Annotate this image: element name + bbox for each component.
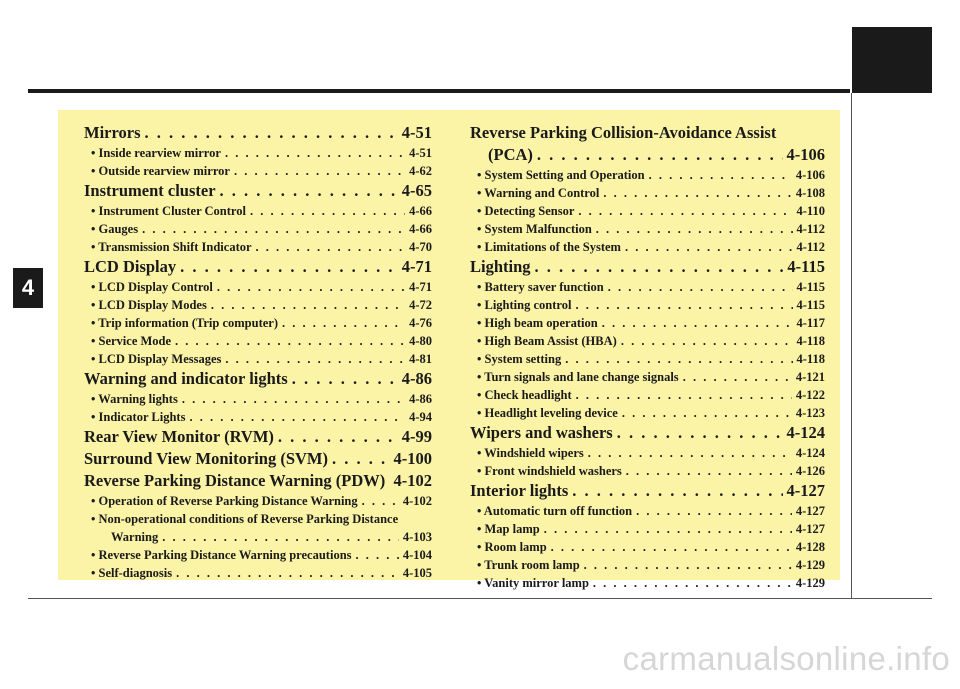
section-title: LCD Display (84, 257, 177, 276)
dot-leader (362, 492, 399, 510)
right-divider (851, 93, 852, 598)
page-number: 4-124 (786, 423, 825, 442)
subsection-title: • Vanity mirror lamp (477, 576, 589, 590)
subsection-item[interactable] (84, 144, 432, 162)
subsection-title: • Front windshield washers (477, 464, 622, 478)
section-title: Warning and indicator lights (84, 369, 288, 388)
subsection-item[interactable] (84, 390, 432, 408)
dot-leader (565, 350, 792, 368)
subsection-item[interactable] (470, 502, 825, 520)
dot-leader (617, 422, 783, 444)
subsection-title: • Map lamp (477, 522, 540, 536)
page-number: 4-115 (796, 298, 825, 312)
subsection-item-continued[interactable] (84, 528, 432, 546)
section-title: (PCA) (488, 145, 533, 164)
dot-leader (332, 448, 389, 470)
subsection-item[interactable] (84, 564, 432, 582)
page-number: 4-129 (795, 576, 825, 590)
dot-leader (683, 368, 792, 386)
page-number: 4-76 (409, 316, 432, 330)
page-number: 4-51 (401, 123, 432, 142)
dot-leader (626, 462, 792, 480)
dot-leader (176, 564, 399, 582)
dot-leader (234, 162, 405, 180)
page-number: 4-65 (401, 181, 432, 200)
subsection-item[interactable] (84, 162, 432, 180)
subsection-title: • System Malfunction (477, 222, 592, 236)
subsection-item[interactable] (470, 350, 825, 368)
dot-leader (211, 296, 405, 314)
subsection-title: • Check headlight (477, 388, 572, 402)
section-title: Surround View Monitoring (SVM) (84, 449, 329, 468)
page-number: 4-117 (796, 316, 825, 330)
subsection-title: • Trunk room lamp (477, 558, 580, 572)
top-rule (28, 89, 850, 93)
subsection-item[interactable] (84, 408, 432, 426)
subsection-item[interactable] (470, 202, 825, 220)
dot-leader (182, 390, 405, 408)
section-title: Reverse Parking Distance Warning (PDW) (84, 471, 386, 490)
subsection-title: • LCD Display Control (91, 280, 213, 294)
subsection-item[interactable] (470, 556, 825, 574)
subsection-item[interactable] (84, 492, 432, 510)
section-heading[interactable] (84, 470, 432, 492)
page-number: 4-103 (402, 530, 432, 544)
subsection-item[interactable] (470, 462, 825, 480)
page-number: 4-94 (409, 410, 432, 424)
dot-leader (175, 332, 405, 350)
subsection-title: • Turn signals and lane change signals (477, 370, 679, 384)
subsection-title: • Instrument Cluster Control (91, 204, 246, 218)
section-heading[interactable] (84, 368, 432, 390)
page-number: 4-104 (402, 548, 432, 562)
section-heading[interactable] (470, 422, 825, 444)
subsection-item[interactable] (84, 278, 432, 296)
dot-leader (588, 444, 792, 462)
subsection-title: • Headlight leveling device (477, 406, 618, 420)
page-number: 4-112 (796, 222, 825, 236)
section-heading[interactable] (470, 256, 825, 278)
subsection-item[interactable] (470, 404, 825, 422)
page-number: 4-99 (401, 427, 432, 446)
subsection-title: • Non-operational conditions of Reverse Parking Distance (91, 512, 399, 526)
page-number: 4-122 (795, 388, 825, 402)
page-number: 4-121 (795, 370, 825, 384)
dot-leader (596, 220, 793, 238)
page-number: 4-72 (409, 298, 432, 312)
page-number: 4-127 (795, 504, 825, 518)
dot-leader (220, 180, 398, 202)
subsection-item[interactable] (470, 220, 825, 238)
subsection-item[interactable] (470, 368, 825, 386)
subsection-item[interactable] (84, 238, 432, 256)
dot-leader (649, 166, 792, 184)
dot-leader (250, 202, 405, 220)
subsection-title: • Operation of Reverse Parking Distance Warning (91, 494, 358, 508)
subsection-title: • Indicator Lights (91, 410, 186, 424)
watermark: carmanualsonline.info (622, 640, 950, 677)
subsection-item[interactable] (84, 332, 432, 350)
section-heading[interactable]: Reverse Parking Collision-Avoidance Assist (470, 123, 777, 142)
dot-leader (145, 122, 398, 144)
subsection-title: • Transmission Shift Indicator (91, 240, 252, 254)
dot-leader (225, 350, 405, 368)
dot-leader (142, 220, 405, 238)
subsection-item[interactable] (470, 314, 825, 332)
page-number: 4-86 (401, 369, 432, 388)
subsection-title: • High beam operation (477, 316, 598, 330)
toc-left-column (84, 122, 432, 582)
section-title: Interior lights (470, 481, 569, 500)
page-number: 4-126 (795, 464, 825, 478)
section-heading[interactable] (84, 426, 432, 448)
page-number: 4-66 (409, 222, 432, 236)
dot-leader (225, 144, 405, 162)
subsection-item[interactable] (470, 574, 825, 592)
page-number: 4-105 (402, 566, 432, 580)
page-number: 4-127 (795, 522, 825, 536)
page-number: 4-71 (401, 257, 432, 276)
page-number: 4-70 (409, 240, 432, 254)
page-number: 4-118 (796, 352, 825, 366)
subsection-item[interactable] (84, 220, 432, 238)
dot-leader (602, 314, 793, 332)
subsection-item[interactable] (84, 314, 432, 332)
subsection-item[interactable] (84, 546, 432, 564)
page-number: 4-115 (787, 257, 825, 276)
dot-leader (537, 144, 783, 166)
dot-leader (356, 546, 399, 564)
subsection-title: • Warning and Control (477, 186, 600, 200)
dot-leader (256, 238, 406, 256)
section-heading-continued[interactable] (470, 144, 825, 166)
dot-leader (621, 332, 793, 350)
dot-leader (603, 184, 791, 202)
subsection-item[interactable] (84, 510, 432, 528)
subsection-title: • Outside rearview mirror (91, 164, 230, 178)
section-heading[interactable] (470, 480, 825, 502)
page-number: 4-81 (409, 352, 432, 366)
subsection-title: • Self-diagnosis (91, 566, 173, 580)
dot-leader (551, 538, 792, 556)
subsection-title: • System setting (477, 352, 562, 366)
page-number: 4-124 (795, 446, 825, 460)
subsection-item[interactable] (470, 296, 825, 314)
section-title: Instrument cluster (84, 181, 216, 200)
dot-leader (622, 404, 792, 422)
subsection-item[interactable] (470, 238, 825, 256)
section-heading[interactable] (84, 256, 432, 278)
page-number: 4-106 (795, 168, 825, 182)
subsection-title: • Inside rearview mirror (91, 146, 221, 160)
page-number: 4-100 (393, 449, 432, 468)
dot-leader (189, 408, 405, 426)
subsection-title: • System Setting and Operation (477, 168, 645, 182)
subsection-title: • Room lamp (477, 540, 547, 554)
dot-leader (584, 556, 792, 574)
page-number: 4-106 (786, 145, 825, 164)
dot-leader (282, 314, 405, 332)
subsection-item[interactable] (84, 202, 432, 220)
subsection-item[interactable] (470, 278, 825, 296)
dot-leader (572, 480, 782, 502)
toc-right-column (470, 122, 825, 592)
chapter-tab: 4 (13, 268, 43, 308)
subsection-title: • Warning lights (91, 392, 178, 406)
subsection-item[interactable] (84, 296, 432, 314)
subsection-item[interactable] (470, 386, 825, 404)
section-heading[interactable] (84, 448, 432, 470)
page-number: 4-71 (409, 280, 432, 294)
subsection-title: • Limitations of the System (477, 240, 621, 254)
page-number: 4-80 (409, 334, 432, 348)
page-number: 4-128 (795, 540, 825, 554)
page-number: 4-51 (409, 146, 432, 160)
page-number: 4-62 (409, 164, 432, 178)
subsection-title: • Reverse Parking Distance Warning precautions (91, 548, 352, 562)
page-number: 4-118 (796, 334, 825, 348)
page-number: 4-102 (393, 471, 432, 490)
page-number: 4-66 (409, 204, 432, 218)
dot-leader (593, 574, 792, 592)
subsection-title: • Automatic turn off function (477, 504, 633, 518)
subsection-item[interactable] (470, 184, 825, 202)
dot-leader (162, 528, 399, 546)
subsection-title: • Windshield wipers (477, 446, 584, 460)
dot-leader (544, 520, 792, 538)
subsection-title: • Detecting Sensor (477, 204, 575, 218)
dot-leader (180, 256, 398, 278)
section-title: Lighting (470, 257, 531, 276)
page-number: 4-115 (796, 280, 825, 294)
subsection-title: • Service Mode (91, 334, 172, 348)
dot-leader (217, 278, 405, 296)
dot-leader (575, 296, 792, 314)
dot-leader (576, 386, 792, 404)
page-number: 4-102 (402, 494, 432, 508)
section-heading[interactable] (84, 122, 432, 144)
subsection-title: • Battery saver function (477, 280, 604, 294)
subsection-item[interactable] (470, 444, 825, 462)
dot-leader (535, 256, 784, 278)
page-number: 4-86 (409, 392, 432, 406)
dot-leader (578, 202, 792, 220)
dot-leader (636, 502, 792, 520)
subsection-title: Warning (111, 530, 159, 544)
subsection-item[interactable] (470, 166, 825, 184)
subsection-item[interactable] (470, 538, 825, 556)
page-number: 4-110 (796, 204, 825, 218)
dot-leader (292, 368, 398, 390)
section-title: Rear View Monitor (RVM) (84, 427, 274, 446)
dot-leader (608, 278, 793, 296)
page-number: 4-127 (786, 481, 825, 500)
section-title: Mirrors (84, 123, 141, 142)
subsection-title: • Trip information (Trip computer) (91, 316, 278, 330)
subsection-title: • Gauges (91, 222, 139, 236)
subsection-item[interactable] (84, 350, 432, 368)
page-number: 4-112 (796, 240, 825, 254)
page-number: 4-108 (795, 186, 825, 200)
subsection-title: • LCD Display Modes (91, 298, 207, 312)
section-title: Wipers and washers (470, 423, 613, 442)
subsection-title: • LCD Display Messages (91, 352, 222, 366)
subsection-item[interactable] (470, 332, 825, 350)
dot-leader (278, 426, 398, 448)
subsection-title: • High Beam Assist (HBA) (477, 334, 617, 348)
corner-block (852, 27, 932, 93)
dot-leader (625, 238, 793, 256)
section-heading[interactable] (84, 180, 432, 202)
subsection-item[interactable] (470, 520, 825, 538)
page-number: 4-129 (795, 558, 825, 572)
page-number: 4-123 (795, 406, 825, 420)
bottom-rule (28, 598, 932, 599)
subsection-title: • Lighting control (477, 298, 572, 312)
